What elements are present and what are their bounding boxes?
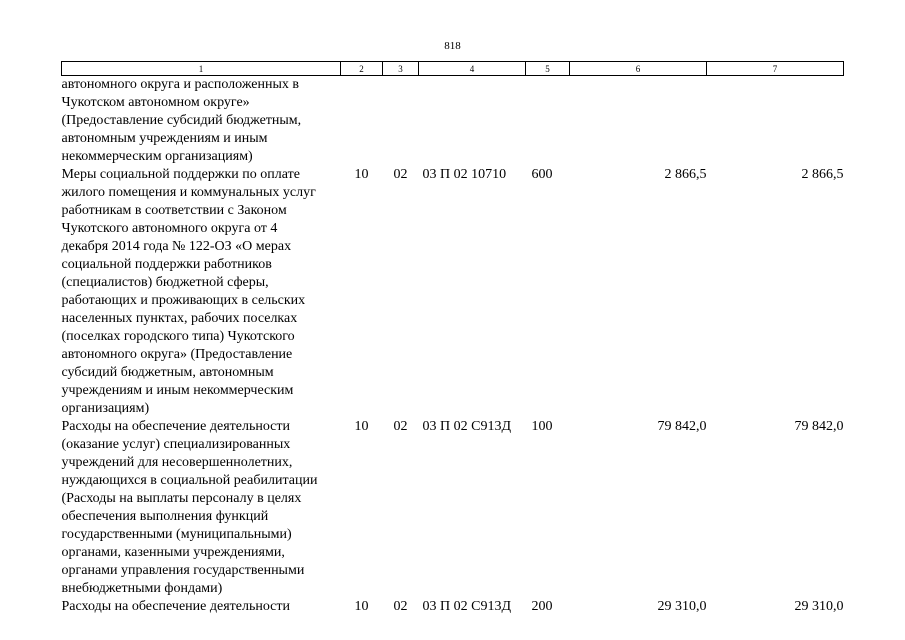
amount-col-7: 79 842,0 — [794, 419, 844, 434]
amount-col-6: 79 842,0 — [657, 419, 707, 434]
subsection-code — [383, 76, 419, 167]
row-description — [62, 418, 341, 598]
description-line: (поселках городского типа) Чукотского — [61, 329, 295, 344]
target-article-code: 03 П 02 С913Д — [422, 599, 511, 614]
section-code: 10 — [354, 599, 369, 614]
row-description — [62, 166, 341, 418]
table-header — [62, 62, 844, 76]
description-line: автономного округа и расположенных в — [61, 77, 300, 92]
description-line: органами управления государственными — [61, 563, 305, 578]
description-line: населенных пунктах, рабочих поселках — [61, 311, 298, 326]
table-row — [62, 166, 844, 418]
section-code: 10 — [354, 419, 369, 434]
target-article-code: 03 П 02 С913Д — [422, 419, 511, 434]
description-line: (специалистов) бюджетной сферы, — [61, 275, 269, 290]
description-line: Расходы на обеспечение деятельности — [61, 599, 290, 614]
description-line: работникам в соответствии с Законом — [61, 203, 287, 218]
description-line: государственными (муниципальными) — [61, 527, 292, 542]
description-line: учреждений для несовершеннолетних, — [61, 455, 293, 470]
description-line: некоммерческим организациям) — [61, 149, 253, 164]
description-line: обеспечения выполнения функций — [61, 509, 269, 524]
description-line: учреждениям и иным некоммерческим — [61, 383, 294, 398]
description-line: органами, казенными учреждениями, — [61, 545, 285, 560]
row-description — [62, 598, 341, 616]
description-line: Расходы на обеспечение деятельности — [61, 419, 290, 434]
description-line: жилого помещения и коммунальных услуг — [61, 185, 316, 200]
page-number: 818 — [444, 40, 461, 52]
header-cell-4: 4 — [419, 62, 526, 76]
description-line: автономного округа» (Предоставление — [61, 347, 293, 362]
description-line: автономным учреждениям и иным — [61, 131, 268, 146]
description-line: Чукотском автономном округе» — [61, 95, 250, 110]
description-line: (Расходы на выплаты персоналу в целях — [61, 491, 302, 506]
amount-col-7 — [707, 76, 844, 167]
amount-col-7: 29 310,0 — [794, 599, 844, 614]
amount-col-6 — [570, 76, 707, 167]
target-article-code: 03 П 02 10710 — [422, 167, 507, 182]
header-row — [62, 62, 844, 76]
header-cell-2: 2 — [341, 62, 383, 76]
description-line: работающих и проживающих в сельских — [61, 293, 306, 308]
section-code: 10 — [354, 167, 369, 182]
subsection-code: 02 — [393, 599, 408, 614]
description-line: Меры социальной поддержки по оплате — [61, 167, 300, 182]
description-line: декабря 2014 года № 122-ОЗ «О мерах — [61, 239, 292, 254]
description-line: нуждающихся в социальной реабилитации — [61, 473, 318, 488]
description-line: социальной поддержки работников — [61, 257, 272, 272]
expense-type-code: 600 — [531, 167, 553, 182]
header-cell-6: 6 — [570, 62, 707, 76]
amount-col-6: 2 866,5 — [664, 167, 707, 182]
table-row — [62, 418, 844, 598]
header-cell-5: 5 — [526, 62, 570, 76]
table-row — [62, 76, 844, 167]
description-line: (оказание услуг) специализированных — [61, 437, 291, 452]
section-code — [341, 76, 383, 167]
description-line: (Предоставление субсидий бюджетным, — [61, 113, 302, 128]
table-row — [62, 598, 844, 616]
header-cell-1: 1 — [62, 62, 341, 76]
target-article-code — [419, 76, 526, 167]
expense-type-code: 100 — [531, 419, 553, 434]
description-line: Чукотского автономного округа от 4 — [61, 221, 278, 236]
header-cell-3: 3 — [383, 62, 419, 76]
subsection-code: 02 — [393, 167, 408, 182]
budget-table — [61, 61, 844, 616]
subsection-code: 02 — [393, 419, 408, 434]
amount-col-6: 29 310,0 — [657, 599, 707, 614]
header-cell-7: 7 — [707, 62, 844, 76]
amount-col-7: 2 866,5 — [801, 167, 844, 182]
table-body — [62, 76, 844, 617]
row-description — [62, 76, 341, 167]
description-line: организациям) — [61, 401, 150, 416]
description-line: субсидий бюджетным, автономным — [61, 365, 274, 380]
description-line: внебюджетными фондами) — [61, 581, 223, 596]
expense-type-code — [526, 76, 570, 167]
expense-type-code: 200 — [531, 599, 553, 614]
